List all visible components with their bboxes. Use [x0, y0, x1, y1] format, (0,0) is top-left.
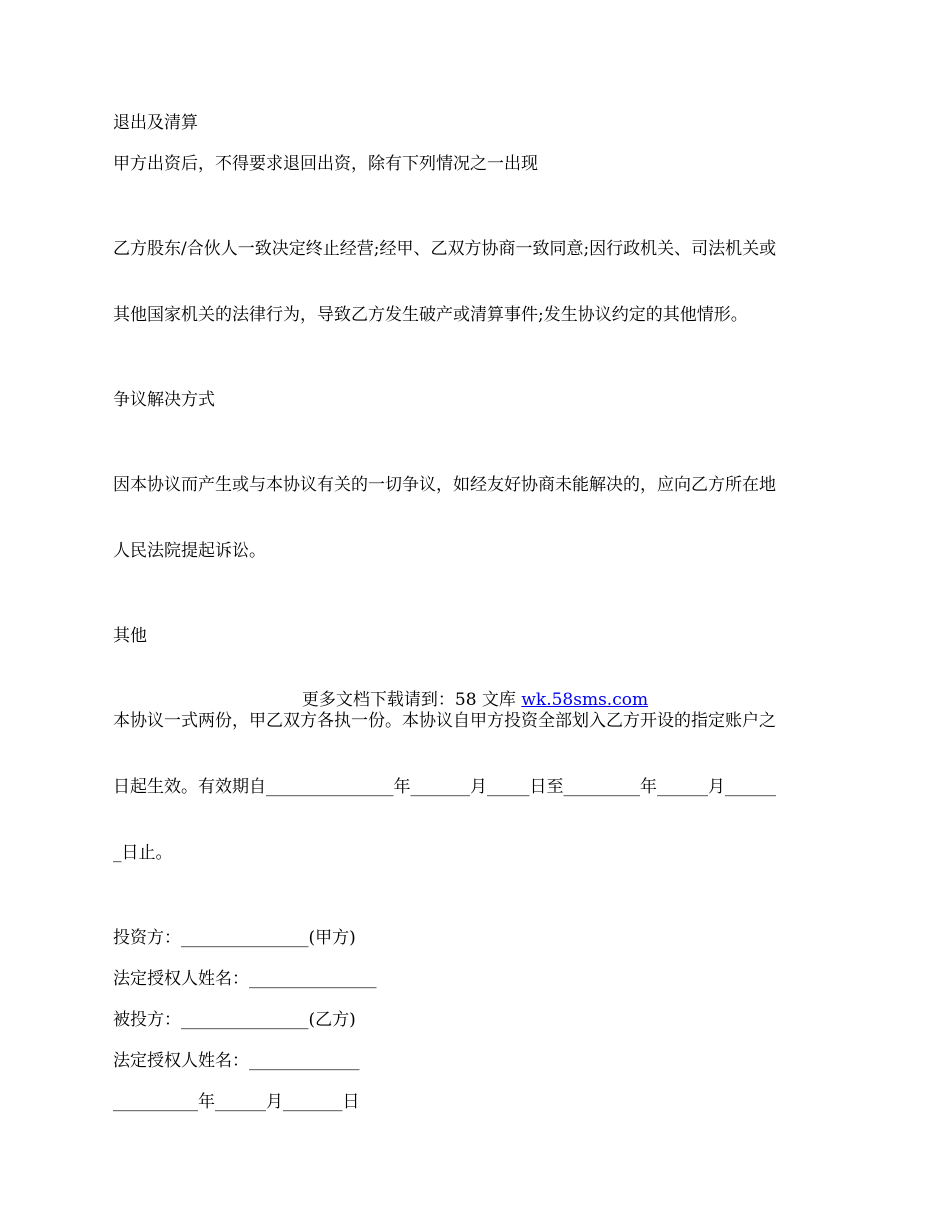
footer-link[interactable]: wk.58sms.com: [521, 690, 649, 710]
other-line-1: 本协议一式两份，甲乙双方各执一份。本协议自甲方投资全部划入乙方开设的指定账户之: [113, 711, 776, 731]
investor-rep-signature: 法定授权人姓名：_______________: [113, 969, 377, 989]
exit-heading: 退出及清算: [113, 113, 198, 133]
exit-cases: [113, 194, 839, 370]
other-line-2: 日起生效。有效期自_______________年_______月_____日至_________年______月______: [113, 777, 776, 797]
dispute-line-2: 人民法院提起诉讼。: [113, 541, 266, 561]
footer-text: 更多文档下载请到：58 文库: [301, 690, 522, 710]
exit-intro: 甲方出资后，不得要求退回出资，除有下列情况之一出现: [113, 154, 538, 174]
other-line-3: _日止。: [113, 843, 173, 863]
dispute-text: [113, 430, 839, 606]
exit-cases-line-2: 其他国家机关的法律行为，导致乙方发生破产或清算事件;发生协议约定的其他情形。: [113, 305, 748, 325]
investee-rep-signature: 法定授权人姓名：_____________: [113, 1051, 360, 1071]
download-footer: [0, 689, 950, 711]
other-heading: 其他: [113, 626, 147, 646]
investee-signature: 被投方：_______________(乙方): [113, 1010, 356, 1030]
dispute-line-1: 因本协议而产生或与本协议有关的一切争议，如经友好协商未能解决的，应向乙方所在地: [113, 475, 776, 495]
dispute-heading: 争议解决方式: [113, 390, 215, 410]
signature-date: __________年______月_______日: [113, 1092, 360, 1112]
document-body: [113, 112, 839, 1132]
exit-cases-line-1: 乙方股东/合伙人一致决定终止经营;经甲、乙双方协商一致同意;因行政机关、司法机关或: [113, 239, 777, 259]
investor-signature: 投资方：_______________(甲方): [113, 928, 356, 948]
